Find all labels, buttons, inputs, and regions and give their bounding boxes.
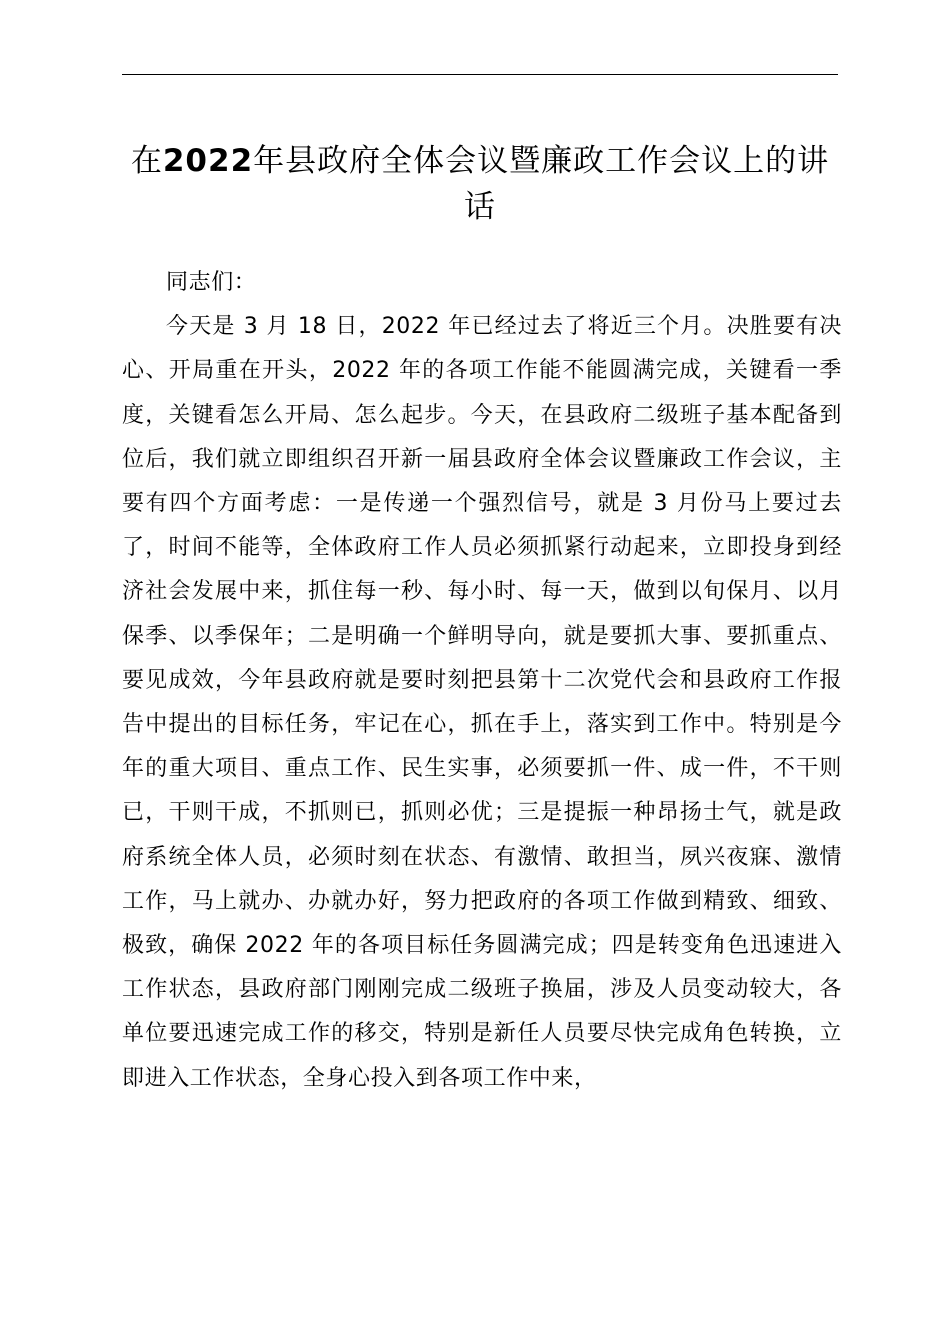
- document-body: [122, 261, 842, 1101]
- title-year: 2022: [162, 143, 254, 179]
- salutation: 同志们：: [166, 270, 257, 295]
- header-rule: [122, 74, 838, 75]
- title-suffix: 年县政府全体会议暨廉政工作会议上的讲话: [253, 143, 830, 225]
- paragraph-1: 今天是 3 月 18 日，2022 年已经过去了将近三个月。决胜要有决心、开局重在开头，2022 年的各项工作能不能圆满完成，关键看一季度，关键看怎么开局、怎么起步。今天，在县政府二级班子基本配备到位后，我们就立即组织召开新一届县政府全体会议暨廉政工作会议，主要有四个方面考虑：一是传递一个强烈信号，就是 3 月份马上要过去了，时间不能等，全体政府工作人员必须抓紧行动起来，立即投身到经济社会发展中来，抓住每一秒、每小时、每一天，做到以旬保月、以月保季、以季保年；二是明确一个鲜明导向，就是要抓大事、要抓重点、要见成效，今年县政府就是要时刻把县第十二次党代会和县政府工作报告中提出的目标任务，牢记在心，抓在手上，落实到工作中。特别是今年的重大项目、重点工作、民生实事，必须要抓一件、成一件，不干则已，干则干成，不抓则已，抓则必优；三是提振一种昂扬士气，就是政府系统全体人员，必须时刻在状态、有激情、敢担当，夙兴夜寐、激情工作，马上就办、办就办好，努力把政府的各项工作做到精致、细致、极致，确保 2022 年的各项目标任务圆满完成；四是转变角色迅速进入工作状态，县政府部门刚刚完成二级班子换届，涉及人员变动较大，各单位要迅速完成工作的移交，特别是新任人员要尽快完成角色转换，立即进入工作状态，全身心投入到各项工作中来，: [122, 314, 842, 1091]
- title-prefix: 在: [130, 143, 163, 179]
- document-title: [122, 138, 838, 230]
